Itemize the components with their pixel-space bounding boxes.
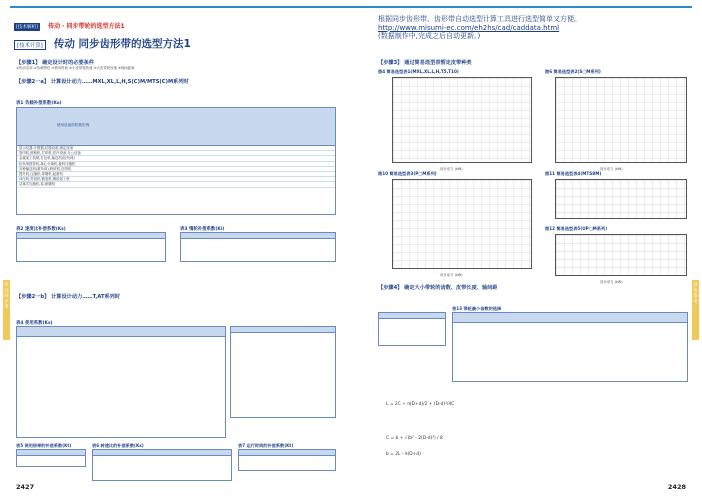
header-subtitle: 传动 · 同步带轮的选型方法1 [48, 23, 125, 30]
page-number-left: 2427 [16, 483, 35, 491]
table-row: 活塞式压缩机,泵,研磨机 [17, 182, 335, 187]
table5-caption: 表5 使用倍率的补偿系数(Kt) [16, 443, 72, 448]
rate-table [16, 449, 86, 467]
chart1-grid [392, 77, 532, 163]
table-row: 复印机,照相机,打印机,医疗设备,办公设备 [17, 151, 335, 156]
table4-caption: 表4 使用系数(Ks) [16, 321, 53, 326]
time-table [238, 449, 336, 471]
table-row: 提升机,压缩机,球磨机,起重机 [17, 172, 335, 177]
side-tab-right[interactable]: 技术参考 [692, 280, 699, 340]
table13-caption: 表13 带轮最小齿数的选择 [452, 306, 502, 311]
header-rule [10, 6, 692, 8]
table-row: 冲压机,剪切机,锻造机,橡胶加工机 [17, 177, 335, 182]
step3-heading: 【步骤3】 通过简易选型表暂定皮带种类 [378, 60, 472, 66]
table2-caption: 表2 速度比补偿系数(Ks) [16, 227, 66, 232]
service-factor-table [16, 326, 226, 438]
chart4-caption: 图11 简易选型表4(MTS8M) [545, 171, 602, 176]
header-tag-calc: [技术计算] [14, 40, 46, 50]
idler-table [180, 232, 336, 262]
table1-caption: 表1 负载补偿系数(Ko) [16, 101, 62, 106]
header-note-line3: (数据制作中,完成之后自动更新。) [378, 32, 481, 40]
table-row: 各种输送机(重负荷),粉碎机,纺织机 [17, 167, 335, 172]
page-number-right: 2428 [667, 483, 686, 491]
table1-header: 使用设备的机械实例 [56, 123, 90, 127]
chart2-caption: 图6 简易选型表2(S□M系列) [545, 69, 601, 74]
table6-caption: 表6 转速比的补偿系数(Ks) [92, 443, 144, 448]
formula-b: b = 2L - π(D+d) [386, 452, 421, 457]
header-note-url[interactable]: http://www.misumi-ec.com/eh2hs/cad/caddata.html [378, 23, 560, 32]
header-title-block [14, 13, 191, 51]
formula-center-distance: C = b + √(b² - 2(D-d)²) / 8 [386, 436, 443, 441]
table-row: 显示仪器,计数器,仪器设备,测定设备 [17, 146, 335, 151]
chart2-grid [555, 77, 687, 163]
chart1-xlabel: 设计动力 (kW) [440, 167, 463, 171]
chart2-xlabel: 设计动力 (kW) [600, 167, 623, 171]
header-note-line1: 根据同步齿形带、齿形带自动选型计算工具进行选型简单又方便。 [378, 15, 581, 23]
min-teeth-table [452, 312, 688, 382]
load-factor-table [16, 107, 336, 215]
step1-heading: 【步骤1】 确定设计时的必要条件 [16, 60, 95, 66]
chart1-caption: 图4 简易选型表1(MXL,XL,L,H,T5,T10) [378, 69, 459, 74]
table-row: 轻负荷搅拌机,离心分离机,旋转压缩机 [17, 162, 335, 167]
step2a-heading: 【步骤2一a】 计算设计动力……MXL,XL,L,H,S(C)M/MTS(C)M系列时 [16, 79, 189, 85]
table7-caption: 表7 运行时间的补偿系数(Kt) [238, 443, 294, 448]
side-tab-left[interactable]: 传动同步带 [3, 280, 10, 340]
pulley-selection-table [378, 312, 446, 346]
chart3-grid [392, 179, 532, 269]
chart5-caption: 图12 简易选型表5(UP□M系列) [545, 226, 608, 231]
service-example-table [230, 326, 336, 418]
ratio-table [92, 449, 232, 481]
chart4-grid [555, 179, 687, 219]
step2b-heading: 【步骤2一b】 计算设计动力……T,AT系列时 [16, 294, 121, 300]
step1-items: ①传动功率 ②负载特性 ③使用时间 ④小皮带轮转速 ⑤大皮带轮转速 ⑥轴间距离 [16, 66, 135, 70]
chart5-xlabel: 设计动力 (kW) [600, 280, 623, 284]
chart3-xlabel: 设计动力 (kW) [440, 273, 463, 277]
header-tag: [技术解析] [16, 25, 38, 30]
speed-ratio-table [16, 232, 166, 262]
page-title: 传动 同步齿形带的选型方法1 [53, 38, 191, 50]
chart3-caption: 图10 简易选型表3(P□M系列) [378, 171, 437, 176]
step4-heading: 【步骤4】 确定大小带轮的齿数、皮带长度、轴间距 [378, 285, 498, 291]
table-row: 金属加工机械,打包机,输送机(轻负荷) [17, 156, 335, 161]
chart5-grid [555, 234, 687, 276]
header-note [378, 15, 581, 41]
table3-caption: 表3 惰轮补偿系数(Ki) [180, 227, 225, 232]
formula-belt-length: L = 2C + π(D+d)/2 + (D-d)²/4C [386, 402, 455, 407]
